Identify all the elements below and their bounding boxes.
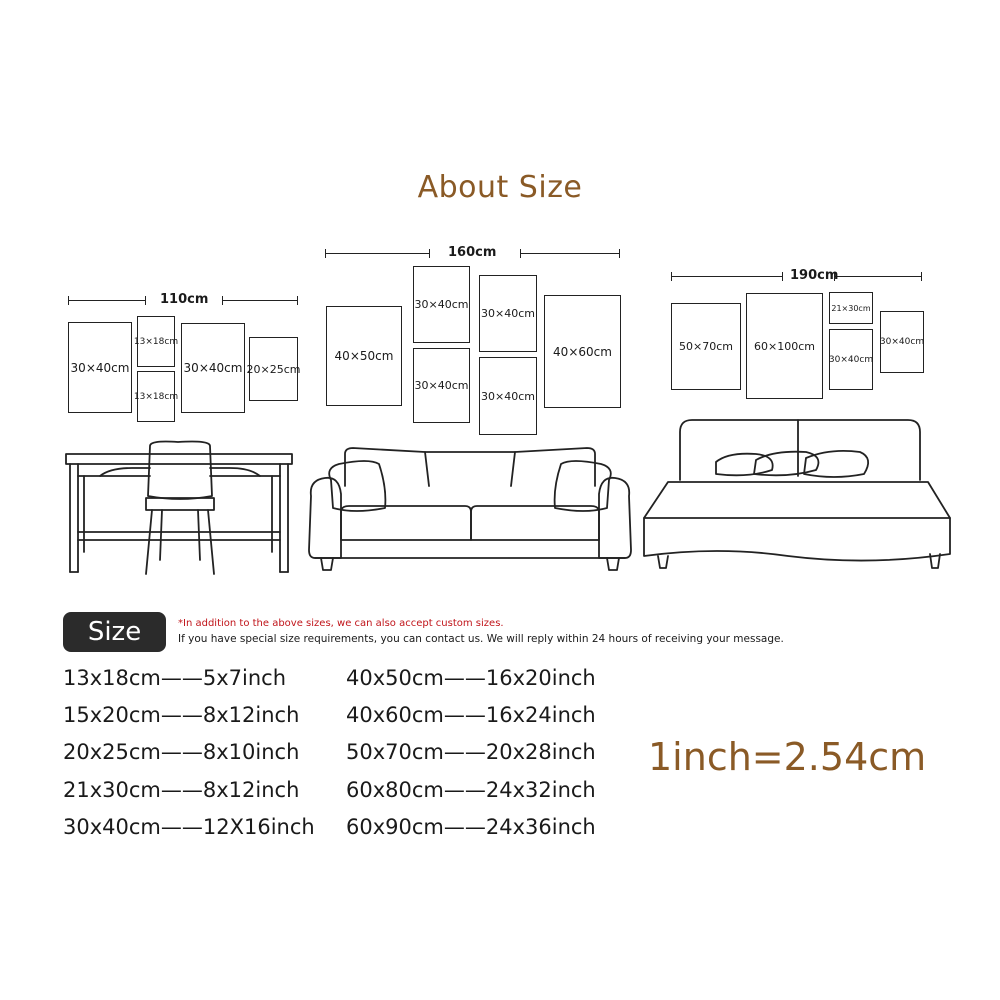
width-dimension-line	[325, 253, 430, 254]
page-title: About Size	[417, 170, 583, 205]
sofa-illustration	[305, 446, 635, 576]
desk-with-chair-illustration	[60, 440, 300, 580]
frame: 13×18cm	[137, 371, 175, 422]
frame: 50×70cm	[671, 303, 741, 390]
width-dimension-line	[834, 276, 922, 277]
size-row: 60x80cm——24x32inch	[346, 778, 596, 802]
width-label: 110cm	[160, 292, 209, 307]
size-row: 13x18cm——5x7inch	[63, 666, 287, 690]
width-label: 160cm	[448, 245, 497, 260]
custom-size-note: *In addition to the above sizes, we can also accept custom sizes.	[178, 618, 504, 629]
bed-illustration	[638, 418, 956, 576]
size-row: 50x70cm——20x28inch	[346, 740, 596, 764]
frame: 40×60cm	[544, 295, 621, 408]
frame: 30×40cm	[479, 275, 537, 352]
contact-note: If you have special size requirements, you can contact us. We will reply within 24 hours of receiving your message.	[178, 633, 784, 645]
frame: 30×40cm	[413, 348, 470, 423]
inch-cm-conversion: 1inch=2.54cm	[648, 735, 927, 779]
size-row: 60x90cm——24x36inch	[346, 815, 596, 839]
frame: 13×18cm	[137, 316, 175, 367]
frame: 60×100cm	[746, 293, 823, 399]
frame: 30×40cm	[479, 357, 537, 435]
size-row: 40x60cm——16x24inch	[346, 703, 596, 727]
width-dimension-line	[671, 276, 783, 277]
frame: 30×40cm	[880, 311, 924, 373]
width-dimension-line	[222, 300, 298, 301]
size-row: 20x25cm——8x10inch	[63, 740, 300, 764]
frame: 30×40cm	[829, 329, 873, 390]
size-row: 21x30cm——8x12inch	[63, 778, 300, 802]
frame: 40×50cm	[326, 306, 402, 406]
width-dimension-line	[520, 253, 620, 254]
width-dimension-line	[68, 300, 146, 301]
size-row: 30x40cm——12X16inch	[63, 815, 315, 839]
width-label: 190cm	[790, 268, 839, 283]
frame: 20×25cm	[249, 337, 298, 401]
frame: 30×40cm	[68, 322, 132, 413]
frame: 30×40cm	[181, 323, 245, 413]
size-row: 15x20cm——8x12inch	[63, 703, 300, 727]
size-row: 40x50cm——16x20inch	[346, 666, 596, 690]
size-badge: Size	[63, 612, 166, 652]
frame: 21×30cm	[829, 292, 873, 324]
frame: 30×40cm	[413, 266, 470, 343]
